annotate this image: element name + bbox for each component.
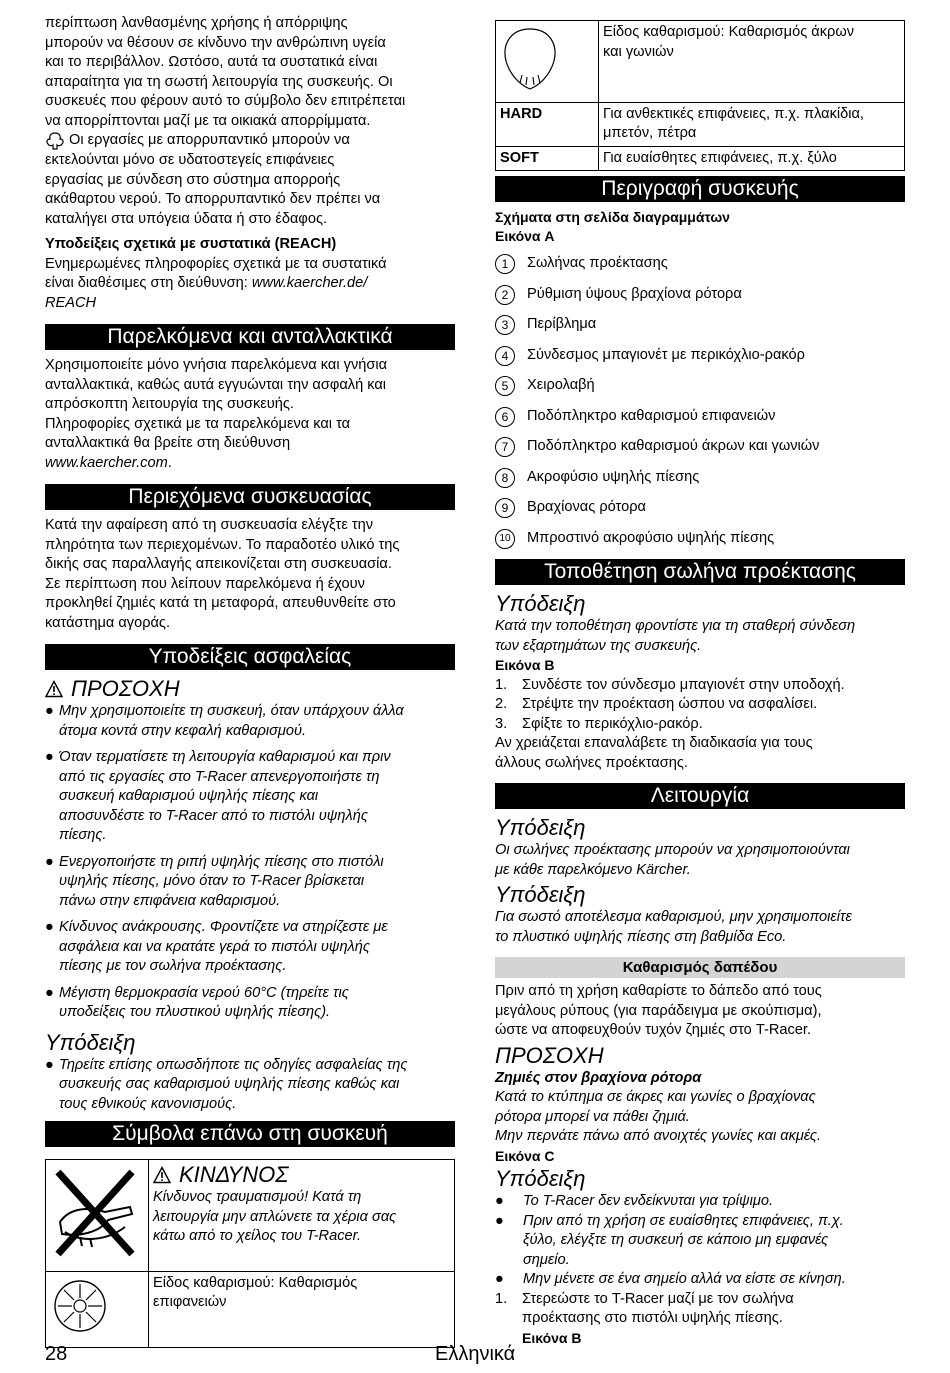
section-safety-title: Υποδείξεις ασφαλείας	[45, 644, 455, 670]
text-span: Οι εργασίες με απορρυπαντικό μπορούν να	[69, 132, 350, 148]
text-line: Οι σωλήνες προέκτασης μπορούν να χρησιμοποιούνται	[495, 842, 850, 858]
item-label: Ακροφύσιο υψηλής πίεσης	[527, 468, 700, 485]
text-line: από τις εργασίες στο T-Racer απενεργοποιήστε τη	[59, 768, 380, 785]
text-line: περίπτωση λανθασμένης χρήσης ή απόρριψης	[45, 15, 348, 31]
text-line: εργασίας με σύνδεση στο σύστημα απορροής	[45, 171, 341, 188]
list-item	[495, 315, 905, 335]
list-item: ● Το T-Racer δεν ενδείκνυται για τρίψιμο.	[495, 1192, 905, 1212]
text-line: Πριν από τη χρήση καθαρίστε το δάπεδο από τους	[495, 983, 822, 999]
note-heading: Υπόδειξη	[495, 1166, 586, 1191]
text-line	[45, 131, 455, 151]
figure-ref: Εικόνα B	[495, 657, 555, 673]
text-line: το πλυστικό υψηλής πίεσης στη βαθμίδα Eco.	[495, 928, 787, 945]
text-line: Είδος καθαρισμού: Καθαρισμός άκρων	[603, 24, 855, 40]
item-label: Ποδόπληκτρο καθαρισμού επιφανειών	[527, 407, 776, 424]
text-line: με κάθε παρελκόμενο Kärcher.	[495, 861, 691, 878]
text-line: Κατά την αφαίρεση από τη συσκευασία ελέγξτε την	[45, 517, 374, 533]
item-label: Σωλήνας προέκτασης	[527, 255, 668, 272]
text-line: Κίνδυνος τραυματισμού! Κατά τη	[153, 1189, 362, 1205]
note-heading: Υπόδειξη	[495, 882, 586, 907]
text-line: Μέγιστη θερμοκρασία νερού 60°C (τηρείτε τις	[59, 984, 349, 1001]
table-row	[46, 1160, 455, 1272]
text-line: και γωνιών	[603, 43, 674, 60]
hard-label: HARD	[496, 102, 599, 146]
mount-steps	[495, 676, 905, 735]
surface-text-cell	[149, 1271, 455, 1347]
text-line: Αν χρειάζεται επαναλάβετε τη διαδικασία για τους	[495, 735, 813, 751]
text-line: κάτω από το χείλος του T-Racer.	[153, 1228, 361, 1244]
section-symbols-title: Σύμβολα επάνω στη συσκευή	[45, 1121, 455, 1147]
symbols-table-cont	[495, 20, 905, 171]
list-item: ● Τηρείτε επίσης οπωσδήποτε τις οδηγίες ασφαλείας της συσκευής σας καθαρισμού υψηλής πίεσης καθώς και τους εθνικούς κανονισμούς.	[45, 1056, 455, 1115]
step-text: Συνδέστε τον σύνδεσμο μπαγιονέτ στην υποδοχή.	[522, 676, 845, 693]
note-list	[45, 1056, 455, 1115]
text-line: ασφάλεια και να κρατάτε γερά το πιστόλι υψηλής	[59, 938, 370, 955]
text-line: επιφανειών	[153, 1294, 227, 1310]
reach-link-cont[interactable]: REACH	[45, 294, 97, 311]
text-line: Για σωστό αποτέλεσμα καθαρισμού, μην χρησιμοποιείτε	[495, 909, 852, 925]
list-item	[495, 346, 905, 366]
item-number: 9	[495, 498, 515, 518]
soft-text: Για ευαίσθητες επιφάνειες, π.χ. ξύλο	[599, 146, 905, 171]
item-number: 8	[495, 468, 515, 488]
text-line: προέκτασης στο πιστόλι υψηλής πίεσης.	[522, 1310, 783, 1326]
edges-symbol-cell	[496, 21, 599, 103]
item-label: Βραχίονας ρότορα	[527, 499, 646, 516]
text-line: ανταλλακτικά, καθώς αυτά εγγυώνται την ασφαλή και	[45, 376, 387, 393]
language-label: Ελληνικά	[435, 1343, 516, 1365]
text-line: Μην μένετε σε ένα σημείο αλλά να είστε σε κίνηση.	[523, 1271, 846, 1287]
step-number: 1.	[495, 676, 508, 693]
list-item: ● Μέγιστη θερμοκρασία νερού 60°C (τηρείτε τις υποδείξεις του πλυστικού υψηλής πίεσης).	[45, 984, 455, 1023]
soft-label: SOFT	[496, 146, 599, 171]
danger-text-cell	[149, 1160, 455, 1272]
right-column	[495, 20, 905, 1348]
text-line: Κατά την τοποθέτηση φροντίστε για τη σταθερή σύνδεση	[495, 618, 856, 634]
text-line: Ενεργοποιήστε τη ριπή υψηλής πίεσης στο πιστόλι	[59, 853, 384, 870]
item-number: 6	[495, 407, 515, 427]
surface-cleaning-icon	[50, 1274, 110, 1338]
text-line: απαραίτητα για τη σωστή λειτουργία της συσκευής. Οι	[45, 73, 393, 90]
text-line: ανταλλακτικά θα βρείτε στη διεύθυνση	[45, 435, 291, 451]
left-column	[45, 14, 455, 1348]
item-label: Μπροστινό ακροφύσιο υψηλής πίεσης	[527, 529, 775, 546]
safety-list	[45, 702, 455, 1023]
surface-symbol-cell	[46, 1271, 149, 1347]
list-item	[495, 715, 905, 735]
reach-link[interactable]: www.kaercher.de/	[251, 275, 368, 291]
text-line: εκτελούνται μόνο σε υδατοστεγείς επιφάνειες	[45, 152, 335, 168]
danger-text: ΚΙΝΔΥΝΟΣ	[179, 1162, 289, 1187]
text-span: είναι διαθέσιμες στη διεύθυνση:	[45, 275, 252, 291]
text-line	[45, 274, 455, 294]
text-line: μεγάλους ρύπους (για παράδειγμα με σκούπισμα),	[495, 1002, 822, 1019]
section-package-title: Περιεχόμενα συσκευασίας	[45, 484, 455, 510]
item-number: 5	[495, 376, 515, 396]
text-line: μπορούν να θέσουν σε κίνδυνο την ανθρώπινη υγεία	[45, 34, 386, 51]
warning-triangle-icon	[153, 1166, 171, 1184]
text-line: συσκευές που φέρουν αυτό το σύμβολο δεν επιτρέπεται	[45, 93, 406, 109]
item-label: Χειρολαβή	[527, 377, 595, 394]
section-accessories-title: Παρελκόμενα και ανταλλακτικά	[45, 324, 455, 350]
danger-heading	[153, 1162, 450, 1188]
text-line: ακάθαρτου νερού. Το απορρυπαντικό δεν πρέπει να	[45, 191, 381, 207]
item-label: Ποδόπληκτρο καθαρισμού άκρων και γωνιών	[527, 438, 820, 455]
text-line: Το T-Racer δεν ενδείκνυται για τρίψιμο.	[523, 1193, 774, 1209]
text-line: Είδος καθαρισμού: Καθαρισμός	[153, 1274, 358, 1291]
text-line: τους εθνικούς κανονισμούς.	[59, 1095, 237, 1112]
table-row	[496, 21, 905, 103]
text-line: ρότορα μπορεί να πάθει ζημιά.	[495, 1108, 690, 1125]
danger-symbol-cell	[46, 1160, 149, 1272]
figures-note: Σχήματα στη σελίδα διαγραμμάτων	[495, 209, 730, 225]
text-line: Μην περνάτε πάνω από ανοιχτές γωνίες και ακμές.	[495, 1128, 822, 1144]
table-row	[46, 1271, 455, 1347]
edges-text-cell	[599, 21, 905, 103]
text-line: Μην χρησιμοποιείτε τη συσκευή, όταν υπάρχουν άλλα	[59, 703, 404, 719]
text-line: προκληθεί ζημιές κατά τη μεταφορά, απευθυνθείτε στο	[45, 595, 396, 611]
text-line: να απορρίπτονται μαζί με τα οικιακά απορρίμματα.	[45, 112, 371, 129]
caution-text: ΠΡΟΣΟΧΗ	[71, 676, 180, 701]
caution-heading	[45, 676, 455, 702]
text-line: και το περιβάλλον. Ωστόσο, αυτά τα συστατικά είναι	[45, 54, 378, 70]
step-text: Στρέψτε την προέκταση ώσπου να ασφαλίσει.	[522, 696, 818, 712]
text-line: Κατά το κτύπημα σε άκρες και γωνίες ο βραχίονας	[495, 1089, 816, 1105]
drain-paragraph	[45, 131, 455, 229]
item-number: 1	[495, 254, 515, 274]
list-item	[495, 498, 905, 518]
text-line: ώστε να αποφευχθούν τυχόν ζημιές στο T-Racer.	[495, 1022, 812, 1038]
note-heading: Υπόδειξη	[495, 591, 586, 616]
text-line: πληρότητα των περιεχομένων. Το παραδοτέο υλικό της	[45, 536, 400, 553]
table-row	[496, 102, 905, 146]
item-number: 3	[495, 315, 515, 335]
text-line: υποδείξεις του πλυστικού υψηλής πίεσης).	[59, 1004, 331, 1020]
text-line: άλλους σωλήνες προέκτασης.	[495, 754, 688, 771]
text-line: Πληροφορίες σχετικά με τα παρελκόμενα και τα	[45, 415, 351, 432]
figure-ref: Εικόνα B	[522, 1329, 582, 1346]
item-number: 4	[495, 346, 515, 366]
hard-text-cell	[599, 102, 905, 146]
text-line: Κίνδυνος ανάκρουσης. Φροντίζετε να στηρίζεστε με	[59, 919, 388, 935]
item-label: Περίβλημα	[527, 316, 597, 333]
step-text: Σφίξτε το περικόχλιο-ρακόρ.	[522, 715, 703, 732]
text-line: αποσυνδέστε το T-Racer από το πιστόλι υψηλής	[59, 807, 368, 824]
item-label: Σύνδεσμος μπαγιονέτ με περικόχλιο-ρακόρ	[527, 346, 805, 363]
item-number: 2	[495, 285, 515, 305]
caution-heading: ΠΡΟΣΟΧΗ	[495, 1042, 604, 1068]
note-heading: Υπόδειξη	[45, 1029, 136, 1055]
list-item: ● Μην χρησιμοποιείτε τη συσκευή, όταν υπάρχουν άλλα άτομα κοντά στην κεφαλή καθαρισμού.	[45, 702, 455, 741]
text-line: ξύλο, ελέγξτε τη συσκευή σε κάποιο μη εμφανές	[523, 1232, 829, 1248]
figure-ref: Εικόνα A	[495, 228, 555, 244]
table-row	[496, 146, 905, 171]
note-heading: Υπόδειξη	[495, 815, 586, 840]
text-line: Για ανθεκτικές επιφάνειες, π.χ. πλακίδια,	[603, 105, 864, 122]
text-line: συσκευή καθαρισμού υψηλής πίεσης και	[59, 788, 319, 804]
text-line: δικής σας παραλλαγής απεικονίζεται στη συσκευασία.	[45, 556, 392, 572]
item-label: Ρύθμιση ύψους βραχίονα ρότορα	[527, 285, 742, 302]
text-line: Όταν τερματίσετε τη λειτουργία καθαρισμού και πριν	[59, 749, 391, 765]
text-line: των εξαρτημάτων της συσκευής.	[495, 637, 702, 654]
no-hands-under-rim-icon	[50, 1162, 140, 1262]
text-line: υψηλής πίεσης, μόνο όταν το T-Racer βρίσκεται	[59, 873, 365, 889]
list-item	[495, 285, 905, 305]
text-line: πίεσης.	[59, 827, 107, 843]
list-item: ● Πριν από τη χρήση σε ευαίσθητες επιφάνειες, π.χ. ξύλο, ελέγξτε τη συσκευή σε κάποιο μη εμφανές σημείο.	[495, 1212, 905, 1271]
item-number: 10	[495, 529, 515, 549]
list-item	[495, 254, 905, 274]
operation-tips-list	[495, 1192, 905, 1290]
text-line	[45, 454, 455, 474]
list-item	[495, 695, 905, 715]
page-number: 28	[45, 1343, 68, 1365]
caution-subtitle: Ζημιές στον βραχίονα ρότορα	[495, 1069, 702, 1086]
text-line: Σε περίπτωση που λείπουν παρελκόμενα ή έχουν	[45, 575, 365, 592]
wastewater-icon	[45, 131, 65, 151]
edge-cleaning-icon	[500, 23, 560, 93]
subsection-floor-title: Καθαρισμός δαπέδου	[495, 957, 905, 978]
section-operation-title: Λειτουργία	[495, 783, 905, 809]
list-item	[495, 1290, 905, 1349]
warning-triangle-icon	[45, 680, 63, 698]
section-mount-title: Τοποθέτηση σωλήνα προέκτασης	[495, 559, 905, 585]
figure-ref: Εικόνα C	[495, 1147, 555, 1164]
list-item: ● Κίνδυνος ανάκρουσης. Φροντίζετε να στηρίζεστε με ασφάλεια και να κρατάτε γερά το πιστόλι υψηλής πίεσης με τον σωλήνα προέκτασης.	[45, 918, 455, 977]
item-number: 7	[495, 437, 515, 457]
text-line: σημείο.	[523, 1251, 570, 1268]
parts-list	[495, 254, 905, 549]
step-number: 2.	[495, 696, 508, 712]
section-description-title: Περιγραφή συσκευής	[495, 176, 905, 202]
text-line: καταλήγει στα υπόγεια ύδατα ή στο έδαφος.	[45, 210, 328, 227]
text-line: λειτουργία μην απλώνετε τα χέρια σας	[153, 1208, 397, 1225]
text-line: Ενημερωμένες πληροφορίες σχετικά με τα συστατικά	[45, 255, 387, 272]
text-line: απρόσκοπτη λειτουργία της συσκευής.	[45, 396, 294, 412]
text-line: πίεσης με τον σωλήνα προέκτασης.	[59, 958, 287, 974]
text-line: κατάστημα αγοράς.	[45, 614, 171, 631]
final-steps	[495, 1290, 905, 1349]
list-item: ● Ενεργοποιήστε τη ριπή υψηλής πίεσης στο πιστόλι υψηλής πίεσης, μόνο όταν το T-Racer βρίσκεται πάνω στην επιφάνεια καθαρισμού.	[45, 853, 455, 912]
text-span: .	[167, 454, 172, 471]
list-item	[495, 529, 905, 549]
text-line: συσκευής σας καθαρισμού υψηλής πίεσης καθώς και	[59, 1076, 400, 1092]
text-line: Χρησιμοποιείτε μόνο γνήσια παρελκόμενα και γνήσια	[45, 357, 388, 373]
step-number: 1.	[495, 1290, 508, 1307]
list-item: ● Μην μένετε σε ένα σημείο αλλά να είστε σε κίνηση.	[495, 1270, 905, 1290]
kaercher-link[interactable]: www.kaercher.com	[45, 454, 168, 471]
step-number: 3.	[495, 715, 508, 732]
text-line: Τηρείτε επίσης οπωσδήποτε τις οδηγίες ασφαλείας της	[59, 1056, 408, 1073]
list-item	[495, 676, 905, 696]
text-line: Στερεώστε το T-Racer μαζί με τον σωλήνα	[522, 1290, 794, 1307]
list-item	[495, 376, 905, 396]
intro-paragraph	[45, 14, 455, 131]
symbols-table	[45, 1159, 455, 1348]
text-line: άτομα κοντά στην κεφαλή καθαρισμού.	[59, 722, 307, 739]
text-line: πάνω στην επιφάνεια καθαρισμού.	[59, 892, 281, 909]
list-item	[495, 468, 905, 488]
text-line: μπετόν, πέτρα	[603, 125, 697, 141]
reach-heading: Υποδείξεις σχετικά με συστατικά (REACH)	[45, 236, 337, 252]
list-item: ● Όταν τερματίσετε τη λειτουργία καθαρισμού και πριν από τις εργασίες στο T-Racer απενεργοποιήστε τη συσκευή καθαρισμού υψηλής πίεσης και αποσυνδέστε το T-Racer από το πιστόλι υψηλής πίεσης.	[45, 748, 455, 846]
list-item	[495, 437, 905, 457]
text-line: Πριν από τη χρήση σε ευαίσθητες επιφάνειες, π.χ.	[523, 1212, 844, 1229]
list-item	[495, 407, 905, 427]
